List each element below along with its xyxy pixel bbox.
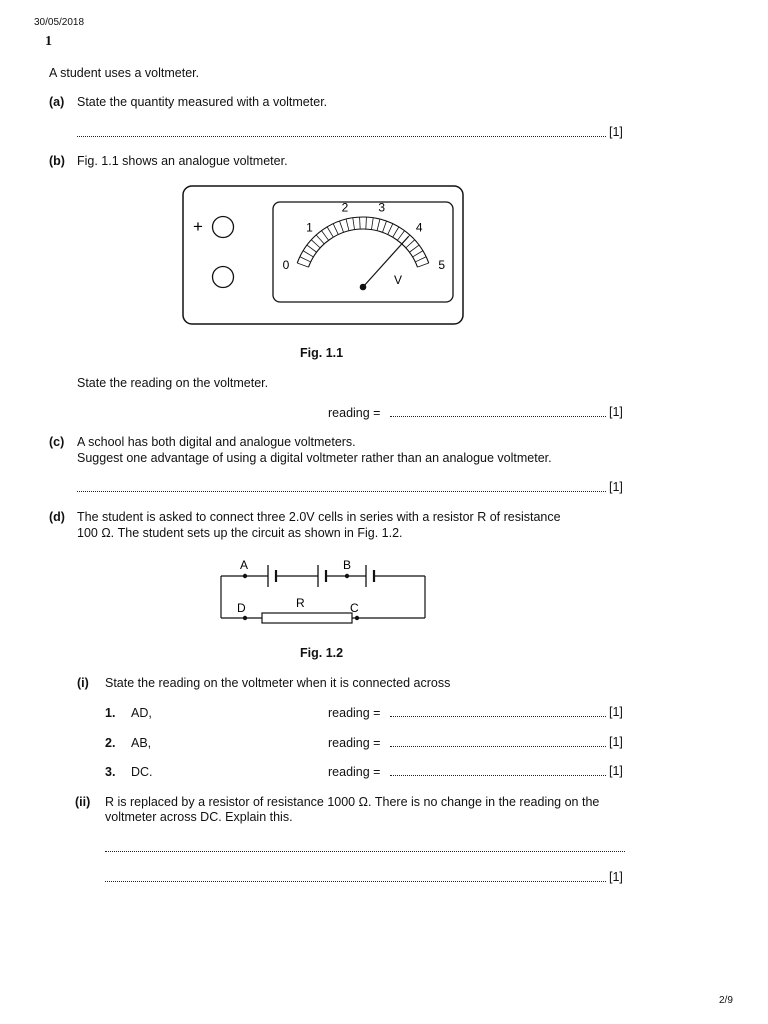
item-2-answer-line[interactable] xyxy=(390,734,606,747)
question-intro: A student uses a voltmeter. xyxy=(49,66,200,80)
item-1-answer-line[interactable] xyxy=(390,704,606,717)
scale-tick xyxy=(297,263,308,267)
part-d-line1: The student is asked to connect three 2.0V cells in series with a resistor R of resistance xyxy=(77,510,561,524)
question-number: 1 xyxy=(45,34,52,49)
label-b: B xyxy=(343,558,352,572)
item-3-text: DC. xyxy=(131,765,153,779)
part-b-question: State the reading on the voltmeter. xyxy=(77,376,269,390)
point-a xyxy=(243,574,247,578)
scale-label: 2 xyxy=(341,200,349,215)
scale-tick xyxy=(353,218,355,230)
part-c-line1: A school has both digital and analogue voltmeters. xyxy=(77,435,356,449)
label-d: D xyxy=(237,601,246,615)
part-d-ii-line2: voltmeter across DC. Explain this. xyxy=(105,810,293,824)
part-b-text: Fig. 1.1 shows an analogue voltmeter. xyxy=(77,154,288,168)
item-1-text: AD, xyxy=(131,706,152,720)
resistor-r xyxy=(262,613,352,623)
scale-tick xyxy=(366,217,367,229)
item-1-number: 1. xyxy=(105,706,116,720)
part-c-label: (c) xyxy=(49,435,65,449)
scale-tick xyxy=(371,218,373,230)
item-2-reading-label: reading = xyxy=(328,736,381,750)
voltmeter-case xyxy=(183,186,463,324)
scale-tick xyxy=(300,257,311,262)
item-2-number: 2. xyxy=(105,736,116,750)
voltmeter-figure xyxy=(176,182,470,328)
label-c: C xyxy=(350,601,359,615)
item-3-number: 3. xyxy=(105,765,116,779)
part-a-question: State the quantity measured with a voltmeter. xyxy=(77,95,328,109)
positive-terminal xyxy=(213,217,234,238)
part-d-label: (d) xyxy=(49,510,65,524)
page-date: 30/05/2018 xyxy=(34,17,85,28)
item-1-reading-label: reading = xyxy=(328,706,381,720)
fig-1-1-caption: Fig. 1.1 xyxy=(300,346,344,360)
part-a-answer-line[interactable] xyxy=(77,124,606,137)
scale-tick xyxy=(413,251,423,257)
scale-tick xyxy=(377,219,380,231)
scale-tick xyxy=(307,245,317,252)
part-d-line2: 100 Ω. The student sets up the circuit as shown in Fig. 1.2. xyxy=(77,526,403,540)
part-b-label: (b) xyxy=(49,154,65,168)
scale-tick xyxy=(360,217,361,229)
scale-tick xyxy=(409,245,419,252)
scale-tick xyxy=(418,263,429,267)
point-c xyxy=(355,616,359,620)
item-3-answer-line[interactable] xyxy=(390,763,606,776)
part-c-answer-line[interactable] xyxy=(77,479,606,492)
part-d-ii-mark: [1] xyxy=(609,870,623,884)
scale-tick xyxy=(316,235,324,244)
scale-tick xyxy=(346,219,349,231)
page-number: 2/9 xyxy=(719,995,733,1006)
item-2-mark: [1] xyxy=(609,735,623,749)
part-c-line2: Suggest one advantage of using a digital voltmeter rather than an analogue voltmeter. xyxy=(77,451,552,465)
scale-outer-arc xyxy=(297,217,429,263)
item-2-text: AB, xyxy=(131,736,152,750)
part-c-mark: [1] xyxy=(609,480,623,494)
part-d-ii-answer-line-1[interactable] xyxy=(105,839,625,852)
scale-tick xyxy=(303,251,313,257)
part-d-i-text: State the reading on the voltmeter when it is connected across xyxy=(105,676,451,690)
part-a-label: (a) xyxy=(49,95,65,109)
part-d-ii-label: (ii) xyxy=(75,795,91,809)
part-b-reading-label: reading = xyxy=(328,406,381,420)
scale-tick xyxy=(327,227,333,237)
scale-label: 1 xyxy=(306,220,313,235)
voltmeter-scale xyxy=(283,200,446,290)
scale-tick xyxy=(406,240,415,248)
scale-tick xyxy=(311,240,320,248)
fig-1-2-caption: Fig. 1.2 xyxy=(300,646,344,660)
scale-tick xyxy=(393,227,399,237)
part-d-ii-line1: R is replaced by a resistor of resistance 1000 Ω. There is no change in the reading on the xyxy=(105,795,600,809)
part-b-answer-line[interactable] xyxy=(390,404,606,417)
item-3-mark: [1] xyxy=(609,764,623,778)
part-d-i-label: (i) xyxy=(77,676,89,690)
pointer-pivot xyxy=(360,284,367,291)
part-b-mark: [1] xyxy=(609,405,623,419)
point-b xyxy=(345,574,349,578)
label-r: R xyxy=(296,596,305,610)
part-d-ii-answer-line-2[interactable] xyxy=(105,869,606,882)
part-a-mark: [1] xyxy=(609,125,623,139)
negative-terminal xyxy=(213,267,234,288)
scale-label: 0 xyxy=(282,258,290,273)
scale-label: 3 xyxy=(378,200,386,215)
label-a: A xyxy=(240,558,249,572)
scale-tick xyxy=(333,224,338,235)
scale-tick xyxy=(415,257,426,262)
point-d xyxy=(243,616,247,620)
scale-tick xyxy=(388,224,393,235)
scale-tick xyxy=(321,231,328,241)
item-3-reading-label: reading = xyxy=(328,765,381,779)
terminal-plus-sign: + xyxy=(193,217,203,236)
scale-label: 4 xyxy=(415,220,423,235)
scale-tick xyxy=(382,221,386,232)
circuit-figure xyxy=(210,556,432,628)
unit-label-v: V xyxy=(394,273,403,287)
scale-tick xyxy=(340,221,344,232)
scale-label: 5 xyxy=(438,258,446,273)
item-1-mark: [1] xyxy=(609,705,623,719)
scale-tick xyxy=(397,231,404,241)
